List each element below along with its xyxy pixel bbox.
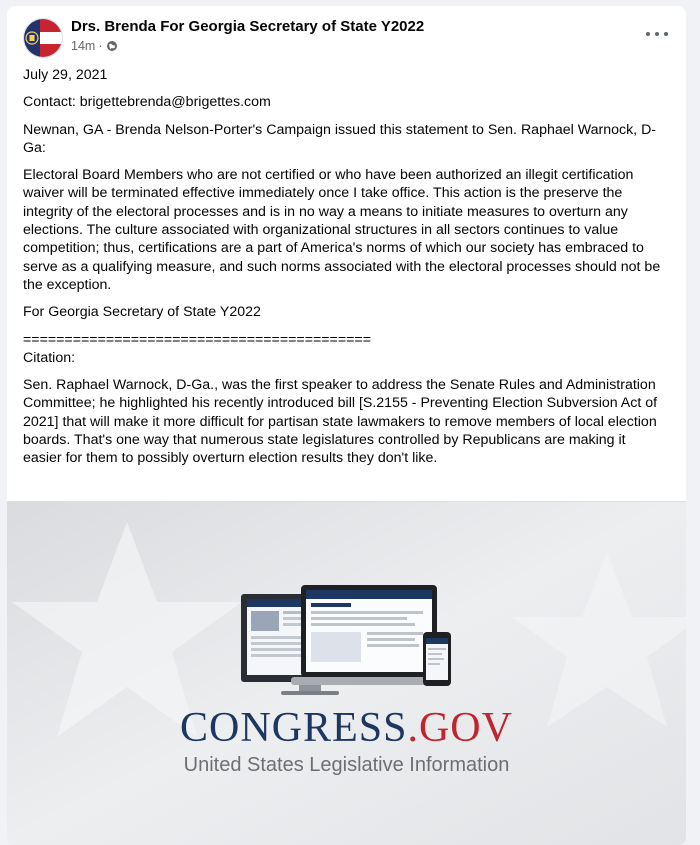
citation-label: Citation: — [23, 349, 76, 366]
link-preview-image[interactable] — [7, 501, 686, 845]
post-date: July 29, 2021 — [23, 67, 108, 83]
logo-tagline: United States Legislative Information — [183, 754, 510, 776]
page-avatar[interactable] — [23, 18, 63, 58]
logo-gov-text: GOV — [418, 705, 513, 751]
post-contact: Contact: brigettebrenda@brigettes.com — [23, 94, 271, 111]
dot — [664, 32, 668, 36]
congress-gov-logo — [7, 704, 686, 752]
dot — [646, 32, 650, 36]
dot — [655, 32, 659, 36]
globe-icon[interactable] — [106, 40, 118, 52]
georgia-flag-avatar-icon — [24, 19, 62, 57]
more-options-button[interactable] — [646, 26, 668, 42]
post-meta — [71, 39, 118, 53]
meta-separator: · — [98, 39, 103, 53]
post-divider: ========================================== — [23, 331, 371, 348]
congress-gov-banner — [7, 502, 686, 845]
post-statement: Electoral Board Members who are not certified or who have been authorized an illegit certification waiver will be terminated effective immediately once I take office. This action is the preserve the integrity of the electoral processes and is in no way a means to initiate measures to overturn any elections. The culture associated with organizational structures in all sectors continues to value competition; thus, certifications are a part of America's norms of which our society has embraced to serve as a qualifying measure, and such norms associated with the electoral processes should not be the exception. — [23, 167, 661, 293]
post-signoff: For Georgia Secretary of State Y2022 — [23, 304, 261, 321]
post-header — [7, 6, 686, 66]
post-body — [23, 66, 663, 477]
logo-congress-text: CONGRESS — [180, 705, 408, 751]
post-intro: Newnan, GA - Brenda Nelson-Porter's Campaign issued this statement to Sen. Raphael Warnock, D-Ga: — [23, 121, 657, 156]
post-timestamp[interactable]: 14m — [71, 39, 96, 53]
post-card — [7, 6, 686, 845]
logo-dot-text: . — [407, 705, 419, 751]
page-name-link[interactable]: Drs. Brenda For Georgia Secretary of State Y2022 — [71, 18, 425, 35]
citation-text: Sen. Raphael Warnock, D-Ga., was the first speaker to address the Senate Rules and Administration Committee; he highlighted his recently introduced bill [S.2155 - Preventing Election Subversion Act of 2021] that will make it more difficult for partisan state lawmakers to remove members of local election boards. That's one way that numerous state legislatures controlled by Republicans are making it easier for them to possibly overturn election results they don't like. — [23, 377, 658, 467]
